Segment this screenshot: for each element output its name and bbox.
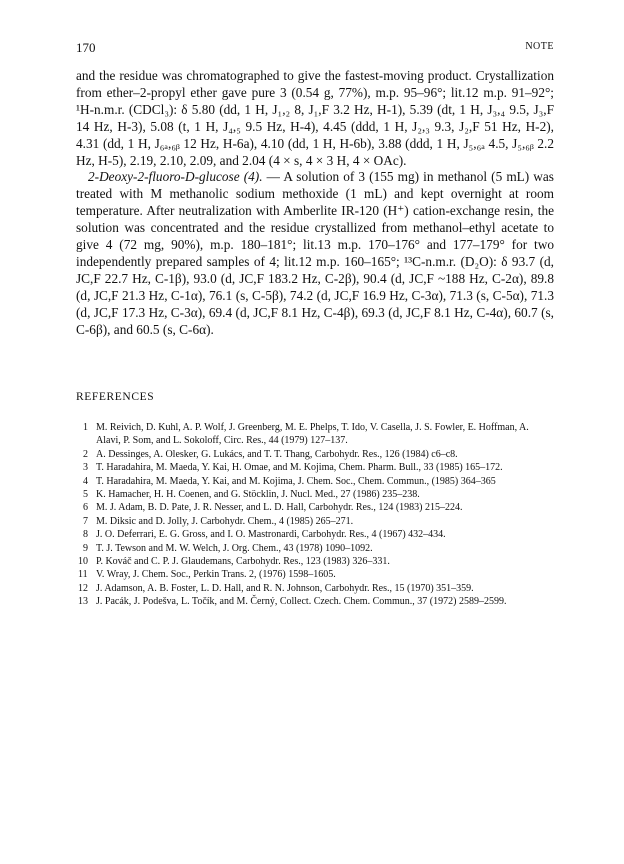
reference-number: 9 bbox=[83, 542, 88, 554]
running-title: NOTE bbox=[525, 41, 554, 52]
reference-text: J. O. Deferrari, E. G. Gross, and I. O. Mastronardi, Carbohydr. Res., 4 (1967) 432–434. bbox=[96, 529, 446, 541]
reference-number: 4 bbox=[83, 475, 88, 487]
reference-list bbox=[76, 421, 554, 609]
compound-title: 2-Deoxy-2-fluoro-D-glucose (4). bbox=[88, 169, 263, 185]
reference-text: T. J. Tewson and M. W. Welch, J. Org. Chem., 43 (1978) 1090–1092. bbox=[96, 542, 373, 554]
paragraph-2-text: — A solution of 3 (155 mg) in methanol (5 mL) was treated with M methanolic sodium methoxide (1 mL) and kept overnight at room temperature. After neutralization with Amberlite IR-120 (H⁺) cation-exchange resin, the solution was concentrated and the residue crystallized from methanol–ethyl acetate to give 4 (72 mg, 90%), m.p. 180–181°; lit.13 m.p. 170–176° and 177–179° for two independently prepared samples of 4; lit.12 m.p. 160–165°; ¹³C-n.m.r. (D₂O): δ 93.7 (d, JC,F 22.7 Hz, C-1β), 93.0 (d, JC,F 183.2 Hz, C-2β), 90.4 (d, JC,F ~188 Hz, C-2α), 89.8 (d, JC,F 21.3 Hz, C-1α), 76.1 (s, C-5β), 74.2 (d, JC,F 16.9 Hz, C-3α), 71.3 (s, C-5α), 71.3 (d, JC,F 17.3 Hz, C-3α), 69.4 (d, JC,F 8.1 Hz, C-4β), 69.3 (d, JC,F 8.1 Hz, C-4α), 60.7 (s, C-6β), and 60.5 (s, C-6α). bbox=[76, 169, 554, 337]
reference-item bbox=[76, 542, 554, 555]
reference-item bbox=[76, 595, 554, 608]
body-text bbox=[76, 68, 554, 339]
reference-item bbox=[76, 448, 554, 461]
reference-text: T. Haradahira, M. Maeda, Y. Kai, H. Omae, and M. Kojima, Chem. Pharm. Bull., 33 (1985) 165–172. bbox=[96, 462, 503, 474]
reference-text: M. Reivich, D. Kuhl, A. P. Wolf, J. Greenberg, M. E. Phelps, T. Ido, V. Casella, J. S. Fowler, E. Hoffman, A. Alavi, P. Som, and L. Sokoloff, Circ. Res., 44 (1979) 127–137. bbox=[96, 422, 529, 447]
reference-number: 5 bbox=[83, 489, 88, 501]
reference-number: 6 bbox=[83, 502, 88, 514]
reference-item bbox=[76, 555, 554, 568]
reference-text: K. Hamacher, H. H. Coenen, and G. Stöcklin, J. Nucl. Med., 27 (1986) 235–238. bbox=[96, 489, 420, 501]
references-heading: REFERENCES bbox=[76, 391, 155, 403]
reference-text: J. Adamson, A. B. Foster, L. D. Hall, and R. N. Johnson, Carbohydr. Res., 15 (1970) 351–359. bbox=[96, 582, 474, 594]
reference-number: 2 bbox=[83, 448, 88, 460]
reference-item bbox=[76, 461, 554, 474]
reference-item bbox=[76, 582, 554, 595]
reference-text: A. Dessinges, A. Olesker, G. Lukács, and T. T. Thang, Carbohydr. Res., 126 (1984) c6–c8. bbox=[96, 448, 458, 460]
reference-number: 11 bbox=[78, 569, 88, 581]
reference-item bbox=[76, 501, 554, 514]
reference-text: M. J. Adam, B. D. Pate, J. R. Nesser, and L. D. Hall, Carbohydr. Res., 124 (1983) 215–224. bbox=[96, 502, 463, 514]
paragraph-2 bbox=[76, 169, 554, 338]
reference-number: 3 bbox=[83, 462, 88, 474]
reference-text: M. Diksic and D. Jolly, J. Carbohydr. Chem., 4 (1985) 265–271. bbox=[96, 515, 354, 527]
reference-text: V. Wray, J. Chem. Soc., Perkin Trans. 2, (1976) 1598–1605. bbox=[96, 569, 336, 581]
page-number: 170 bbox=[76, 40, 96, 55]
reference-text: T. Haradahira, M. Maeda, Y. Kai, and M. Kojima, J. Chem. Soc., Chem. Commun., (1985) 364–365 bbox=[96, 475, 496, 487]
reference-item bbox=[76, 421, 554, 448]
reference-item bbox=[76, 475, 554, 488]
reference-item bbox=[76, 568, 554, 581]
page-header bbox=[76, 40, 554, 56]
reference-text: P. Kováč and C. P. J. Glaudemans, Carbohydr. Res., 123 (1983) 326–331. bbox=[96, 556, 390, 568]
reference-item bbox=[76, 528, 554, 541]
reference-number: 1 bbox=[83, 422, 88, 433]
reference-number: 13 bbox=[78, 596, 88, 608]
reference-number: 12 bbox=[78, 582, 88, 594]
reference-item bbox=[76, 488, 554, 501]
reference-text: J. Pacák, J. Podešva, L. Točík, and M. Černý, Collect. Czech. Chem. Commun., 37 (1972) 2589–2599. bbox=[96, 596, 507, 608]
reference-number: 10 bbox=[78, 556, 88, 568]
reference-number: 8 bbox=[83, 529, 88, 541]
reference-number: 7 bbox=[83, 515, 88, 527]
paragraph-1: and the residue was chromatographed to give the fastest-moving product. Crystallization from ether–2-propyl ether gave pure 3 (0.54 g, 77%), m.p. 95–96°; lit.12 m.p. 91–92°; ¹H-n.m.r. (CDCl₃): δ 5.80 (dd, 1 H, J₁,₂ 8, J₁,F 3.2 Hz, H-1), 5.39 (dt, 1 H, J₃,₄ 9.5, J₃,F 14 Hz, H-3), 5.08 (t, 1 H, J₄,₅ 9.5 Hz, H-4), 4.45 (ddd, 1 H, J₂,₃ 9.3, J₂,F 51 Hz, H-2), 4.31 (dd, 1 H, J₆ₐ,₆ᵦ 12 Hz, H-6a), 4.10 (dd, 1 H, H-6b), 3.88 (ddd, 1 H, J₅,₆ₐ 4.5, J₅,₆ᵦ 2.2 Hz, H-5), 2.19, 2.10, 2.09, and 2.04 (4 × s, 4 × 3 H, 4 × OAc). bbox=[76, 68, 554, 168]
reference-item bbox=[76, 515, 554, 528]
